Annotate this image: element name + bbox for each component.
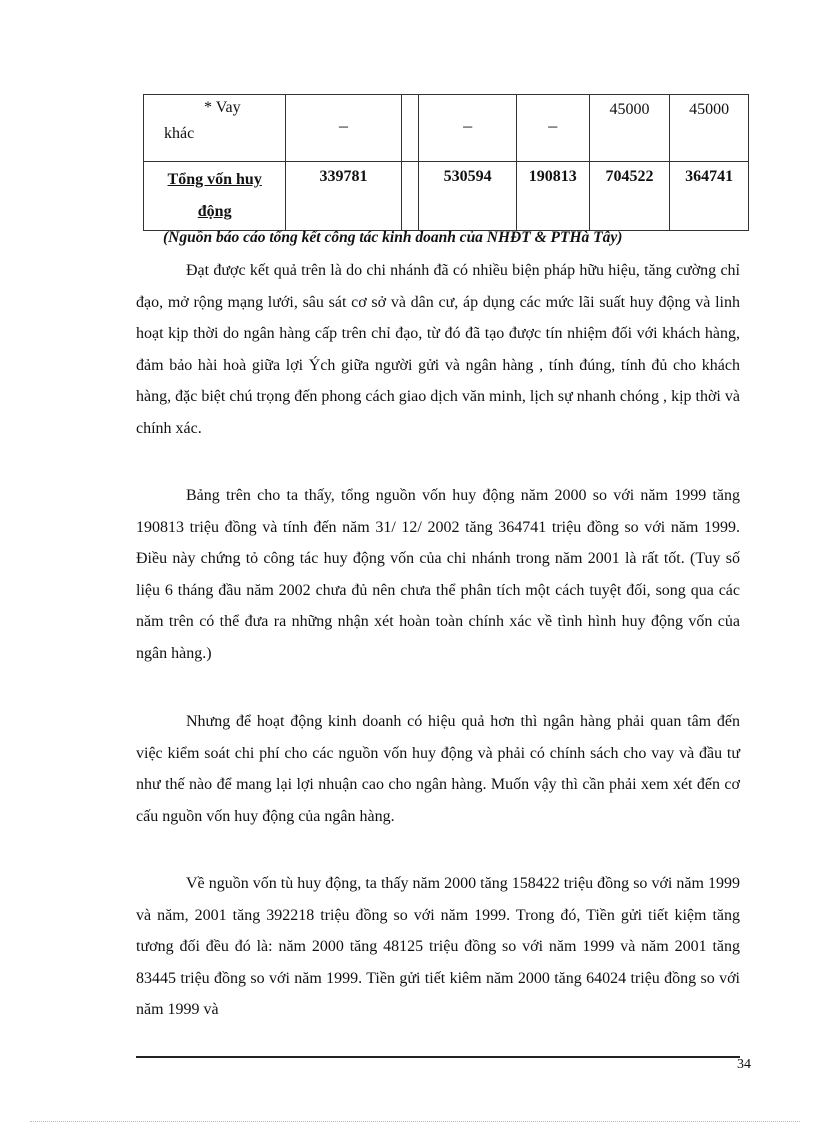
cell-value: _: [548, 109, 558, 129]
paragraph: Bảng trên cho ta thấy, tổng nguồn vốn huy động năm 2000 so với năm 1999 tăng 190813 triệu đồng và tính đến năm 31/ 12/ 2002 tăng 364741 triệu đồng so với năm 1999. Điều này chứng tỏ công tác huy động vốn của chi nhánh trong năm 2001 là rất tốt. (Tuy số liệu 6 tháng đầu năm 2002 chưa đủ nên chưa thể phân tích một cách tuyệt đối, song qua các năm trên có thể đưa ra những nhận xét hoàn toàn chính xác về tình hình huy động vốn của ngân hàng.): [136, 487, 740, 662]
row-label: [144, 95, 286, 162]
paragraph: Nhưng để hoạt động kinh doanh có hiệu quả hơn thì ngân hàng phải quan tâm đến việc kiểm soát chi phí cho các nguồn vốn huy động và phải có chính sách cho vay và đầu tư như thế nào để mang lại lợi nhuận cao cho ngân hàng. Muốn vậy thì cần phải xem xét đến cơ cấu nguồn vốn huy động của ngân hàng.: [136, 713, 740, 825]
cell-value: 364741: [685, 168, 734, 185]
cell-value: 45000: [609, 101, 650, 118]
table-cell: [670, 162, 749, 231]
cell-value: 339781: [319, 168, 368, 185]
footer-rule: [136, 1056, 740, 1058]
cell-value: _: [339, 109, 348, 129]
table-cell-empty: [401, 95, 419, 162]
table-cell: [419, 162, 516, 231]
cell-value: 530594: [443, 168, 492, 185]
table-cell: [516, 162, 589, 231]
table-cell: [516, 95, 589, 162]
table-cell: [589, 95, 670, 162]
source-note: (Nguồn báo cáo tổng kết công tác kinh doanh của NHĐT & PTHà Tây): [163, 229, 623, 246]
row-label-line1: * Vay: [204, 99, 241, 116]
table-cell: [286, 162, 401, 231]
cell-value: 45000: [689, 101, 730, 118]
page-number: 34: [737, 1057, 751, 1072]
table-cell-empty: [401, 162, 419, 231]
row-label-line2: khác: [164, 125, 195, 142]
paragraph: Đạt được kết quả trên là do chi nhánh đã có nhiều biện pháp hữu hiệu, tăng cường chỉ đạo, mở rộng mạng lưới, sâu sát cơ sở và dân cư, áp dụng các mức lãi suất huy động và linh hoạt kịp thời do ngân hàng cấp trên chỉ đạo, từ đó đã tạo được tín nhiệm đối với khách hàng, đảm bảo hài hoà giữa lợi Ých giữa người gửi và ngân hàng , tính đúng, tính đủ cho khách hàng, đặc biệt chú trọng đến phong cách giao dịch văn minh, lịch sự nhanh chóng , kịp thời và chính xác.: [136, 262, 740, 437]
cell-value: _: [463, 109, 473, 129]
table-cell: [419, 95, 516, 162]
cell-value: 704522: [605, 168, 654, 185]
table-row-total: [144, 162, 749, 231]
row-label-line2: động: [197, 203, 232, 220]
paragraph: Về nguồn vốn tù huy động, ta thấy năm 2000 tăng 158422 triệu đồng so với năm 1999 và năm, 2001 tăng 392218 triệu đồng so với năm 1999. Trong đó, Tiền gửi tiết kiệm tăng tương đối đều đó là: năm 2000 tăng 48125 triệu đồng so với năm 1999 và năm 2001 tăng 83445 triệu đồng so với năm 1999. Tiền gửi tiết kiêm năm 2000 tăng 64024 triệu đồng so với năm 1999 và: [136, 875, 740, 1018]
row-label: [144, 162, 286, 231]
table-cell: [670, 95, 749, 162]
table-cell: [286, 95, 401, 162]
capital-table: [143, 94, 749, 231]
table-row: [144, 95, 749, 162]
row-label-line1: Tổng vốn huy: [167, 171, 262, 188]
cell-value: 190813: [528, 168, 577, 185]
table-cell: [589, 162, 670, 231]
page-edge-divider: [30, 1121, 800, 1122]
